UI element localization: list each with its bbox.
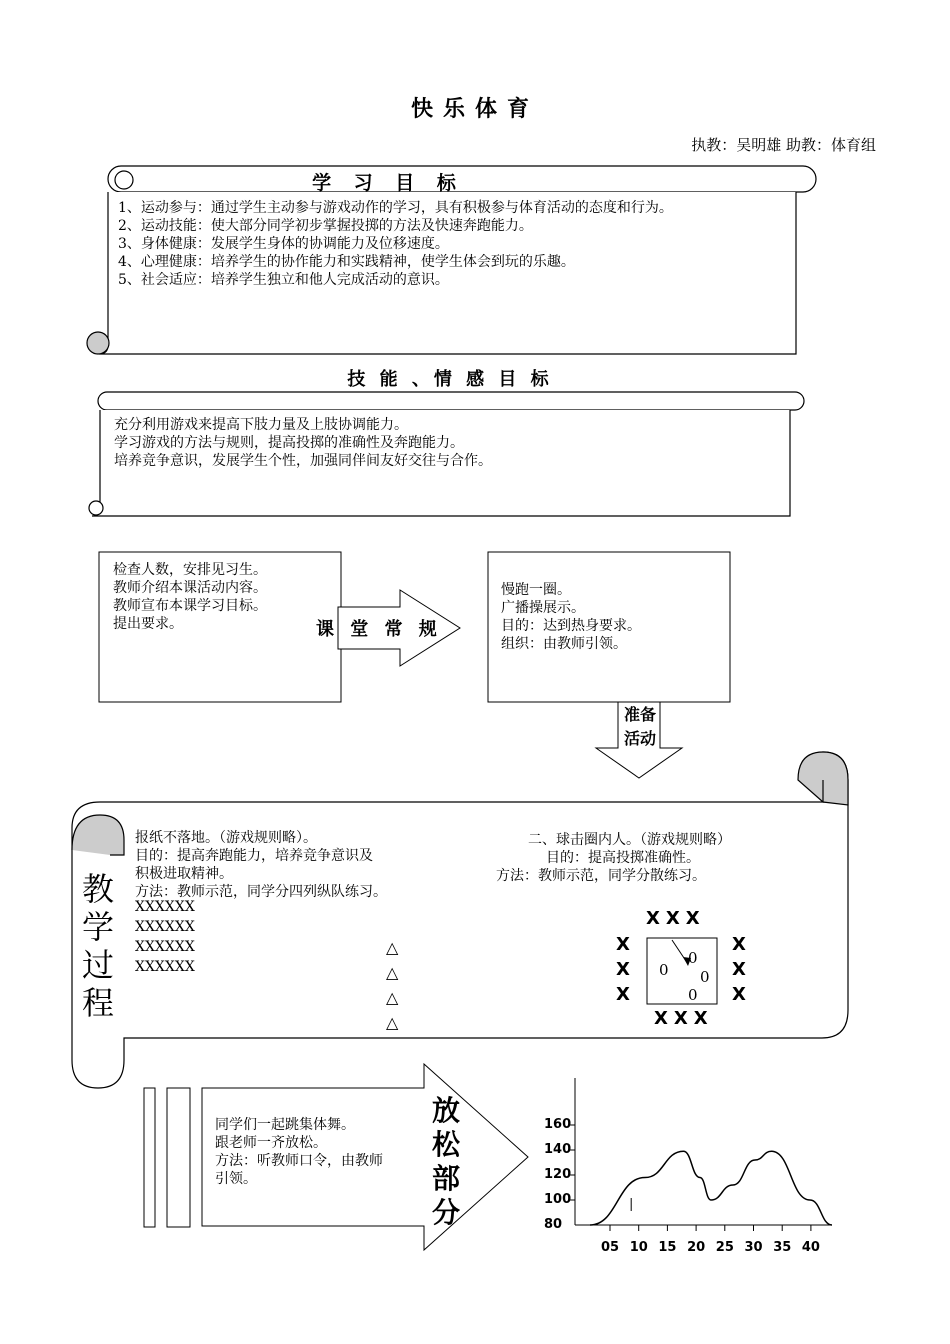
list-item: 慢跑一圈。	[501, 582, 571, 598]
process-side-label: 教 学 过 程	[81, 870, 114, 1022]
cooldown-bar-2	[167, 1088, 190, 1227]
list-item: 充分利用游戏来提高下肢力量及上肢协调能力。	[114, 417, 408, 433]
x-tick-label: 10	[629, 1240, 648, 1255]
y-tick-label: 140	[544, 1142, 572, 1157]
game2-right-column: X X X	[732, 934, 746, 1005]
cooldown-list	[215, 1116, 383, 1188]
formation-row: XXXXXX	[135, 959, 195, 975]
x-tick-label: 30	[744, 1240, 763, 1255]
skill-goals-heading: 技 能 、情 感 目 标	[347, 369, 553, 390]
inner-target: 0	[688, 986, 698, 1004]
game2-text: 二、球击圈内人。（游戏规则略） 目的：提高投掷准确性。 方法：教师示范，同学分散练习。	[496, 832, 731, 884]
warmup-list	[501, 581, 641, 653]
list-item: 培养竞争意识，发展学生个性，加强同伴间友好交往与合作。	[114, 453, 492, 469]
x-tick-label: 05	[601, 1240, 620, 1255]
x-tick-label: 20	[687, 1240, 706, 1255]
curve-marker: |	[629, 1197, 634, 1212]
cooldown-bar-1	[144, 1088, 155, 1227]
y-tick-label: 120	[544, 1167, 572, 1182]
game1-text: 报纸不落地。（游戏规则略）。 目的：提高奔跑能力，培养竞争意识及 积极进取精神。 方法：教师示范，同学分四列纵队练习。	[135, 830, 387, 900]
y-tick-label: 80	[544, 1217, 563, 1232]
inner-target: 0	[659, 961, 669, 979]
list-item: 学习游戏的方法与规则，提高投掷的准确性及奔跑能力。	[114, 435, 464, 451]
list-item: 跟老师一齐放松。	[215, 1135, 327, 1151]
inner-target: 0	[688, 949, 698, 967]
routine-list	[113, 561, 267, 633]
x-tick-label: 15	[658, 1240, 677, 1255]
list-item: 目的：达到热身要求。	[501, 618, 641, 634]
formation-row: XXXXXX	[135, 899, 195, 915]
list-item: 组织：由教师引领。	[501, 636, 627, 652]
skill-goals-list	[114, 416, 492, 470]
list-item: 教师介绍本课活动内容。	[113, 580, 267, 596]
curve-line	[590, 1151, 832, 1225]
list-item: 提出要求。	[113, 616, 183, 632]
game2-top-row: XXX	[646, 908, 706, 929]
list-item: 同学们一起跳集体舞。	[215, 1117, 355, 1133]
game2-bottom-row: XXX	[654, 1008, 714, 1029]
game1-formation	[135, 897, 195, 977]
list-item: 引领。	[215, 1171, 257, 1187]
list-item: 1、运动参与：通过学生主动参与游戏动作的学习，具有积极参与体育活动的态度和行为。	[118, 200, 673, 216]
curve-chart	[569, 1078, 832, 1231]
x-tick-label: 25	[715, 1240, 734, 1255]
triangle-icon: △	[386, 1013, 399, 1032]
list-item: 方法：听教师口令，由教师	[215, 1153, 383, 1169]
list-item: 3、身体健康：发展学生身体的协调能力及位移速度。	[118, 236, 449, 252]
page-title: 快乐体育	[410, 97, 539, 122]
list-item: 广播操展示。	[501, 600, 585, 616]
y-tick-label: 160	[544, 1117, 572, 1132]
byline: 执教：吴明雄 助教：体育组	[691, 136, 876, 154]
x-tick-label: 35	[773, 1240, 792, 1255]
triangle-icon: △	[386, 938, 399, 957]
y-tick-label: 100	[544, 1192, 572, 1207]
warmup-arrow-label: 准备 活动	[623, 705, 656, 748]
list-item: 教师宣布本课学习目标。	[113, 598, 267, 614]
routine-arrow-label: 课 堂 常 规	[316, 619, 442, 640]
game2-left-column: X X X	[616, 934, 630, 1005]
list-item: 2、运动技能：使大部分同学初步掌握投掷的方法及快速奔跑能力。	[118, 218, 533, 234]
learning-goals-list	[118, 199, 673, 289]
x-tick-label: 40	[801, 1240, 820, 1255]
learning-goals-heading: 学 习 目 标	[312, 172, 464, 194]
formation-row: XXXXXX	[135, 919, 195, 935]
game1-markers	[386, 935, 398, 1035]
cooldown-arrow-label: 放 松 部 分	[431, 1094, 460, 1229]
list-item: 4、心理健康：培养学生的协作能力和实践精神，使学生体会到玩的乐趣。	[118, 254, 575, 270]
inner-target: 0	[700, 968, 710, 986]
formation-row: XXXXXX	[135, 939, 195, 955]
list-item: 检查人数，安排见习生。	[113, 562, 267, 578]
triangle-icon: △	[386, 988, 399, 1007]
list-item: 5、社会适应：培养学生独立和他人完成活动的意识。	[118, 272, 449, 288]
triangle-icon: △	[386, 963, 399, 982]
